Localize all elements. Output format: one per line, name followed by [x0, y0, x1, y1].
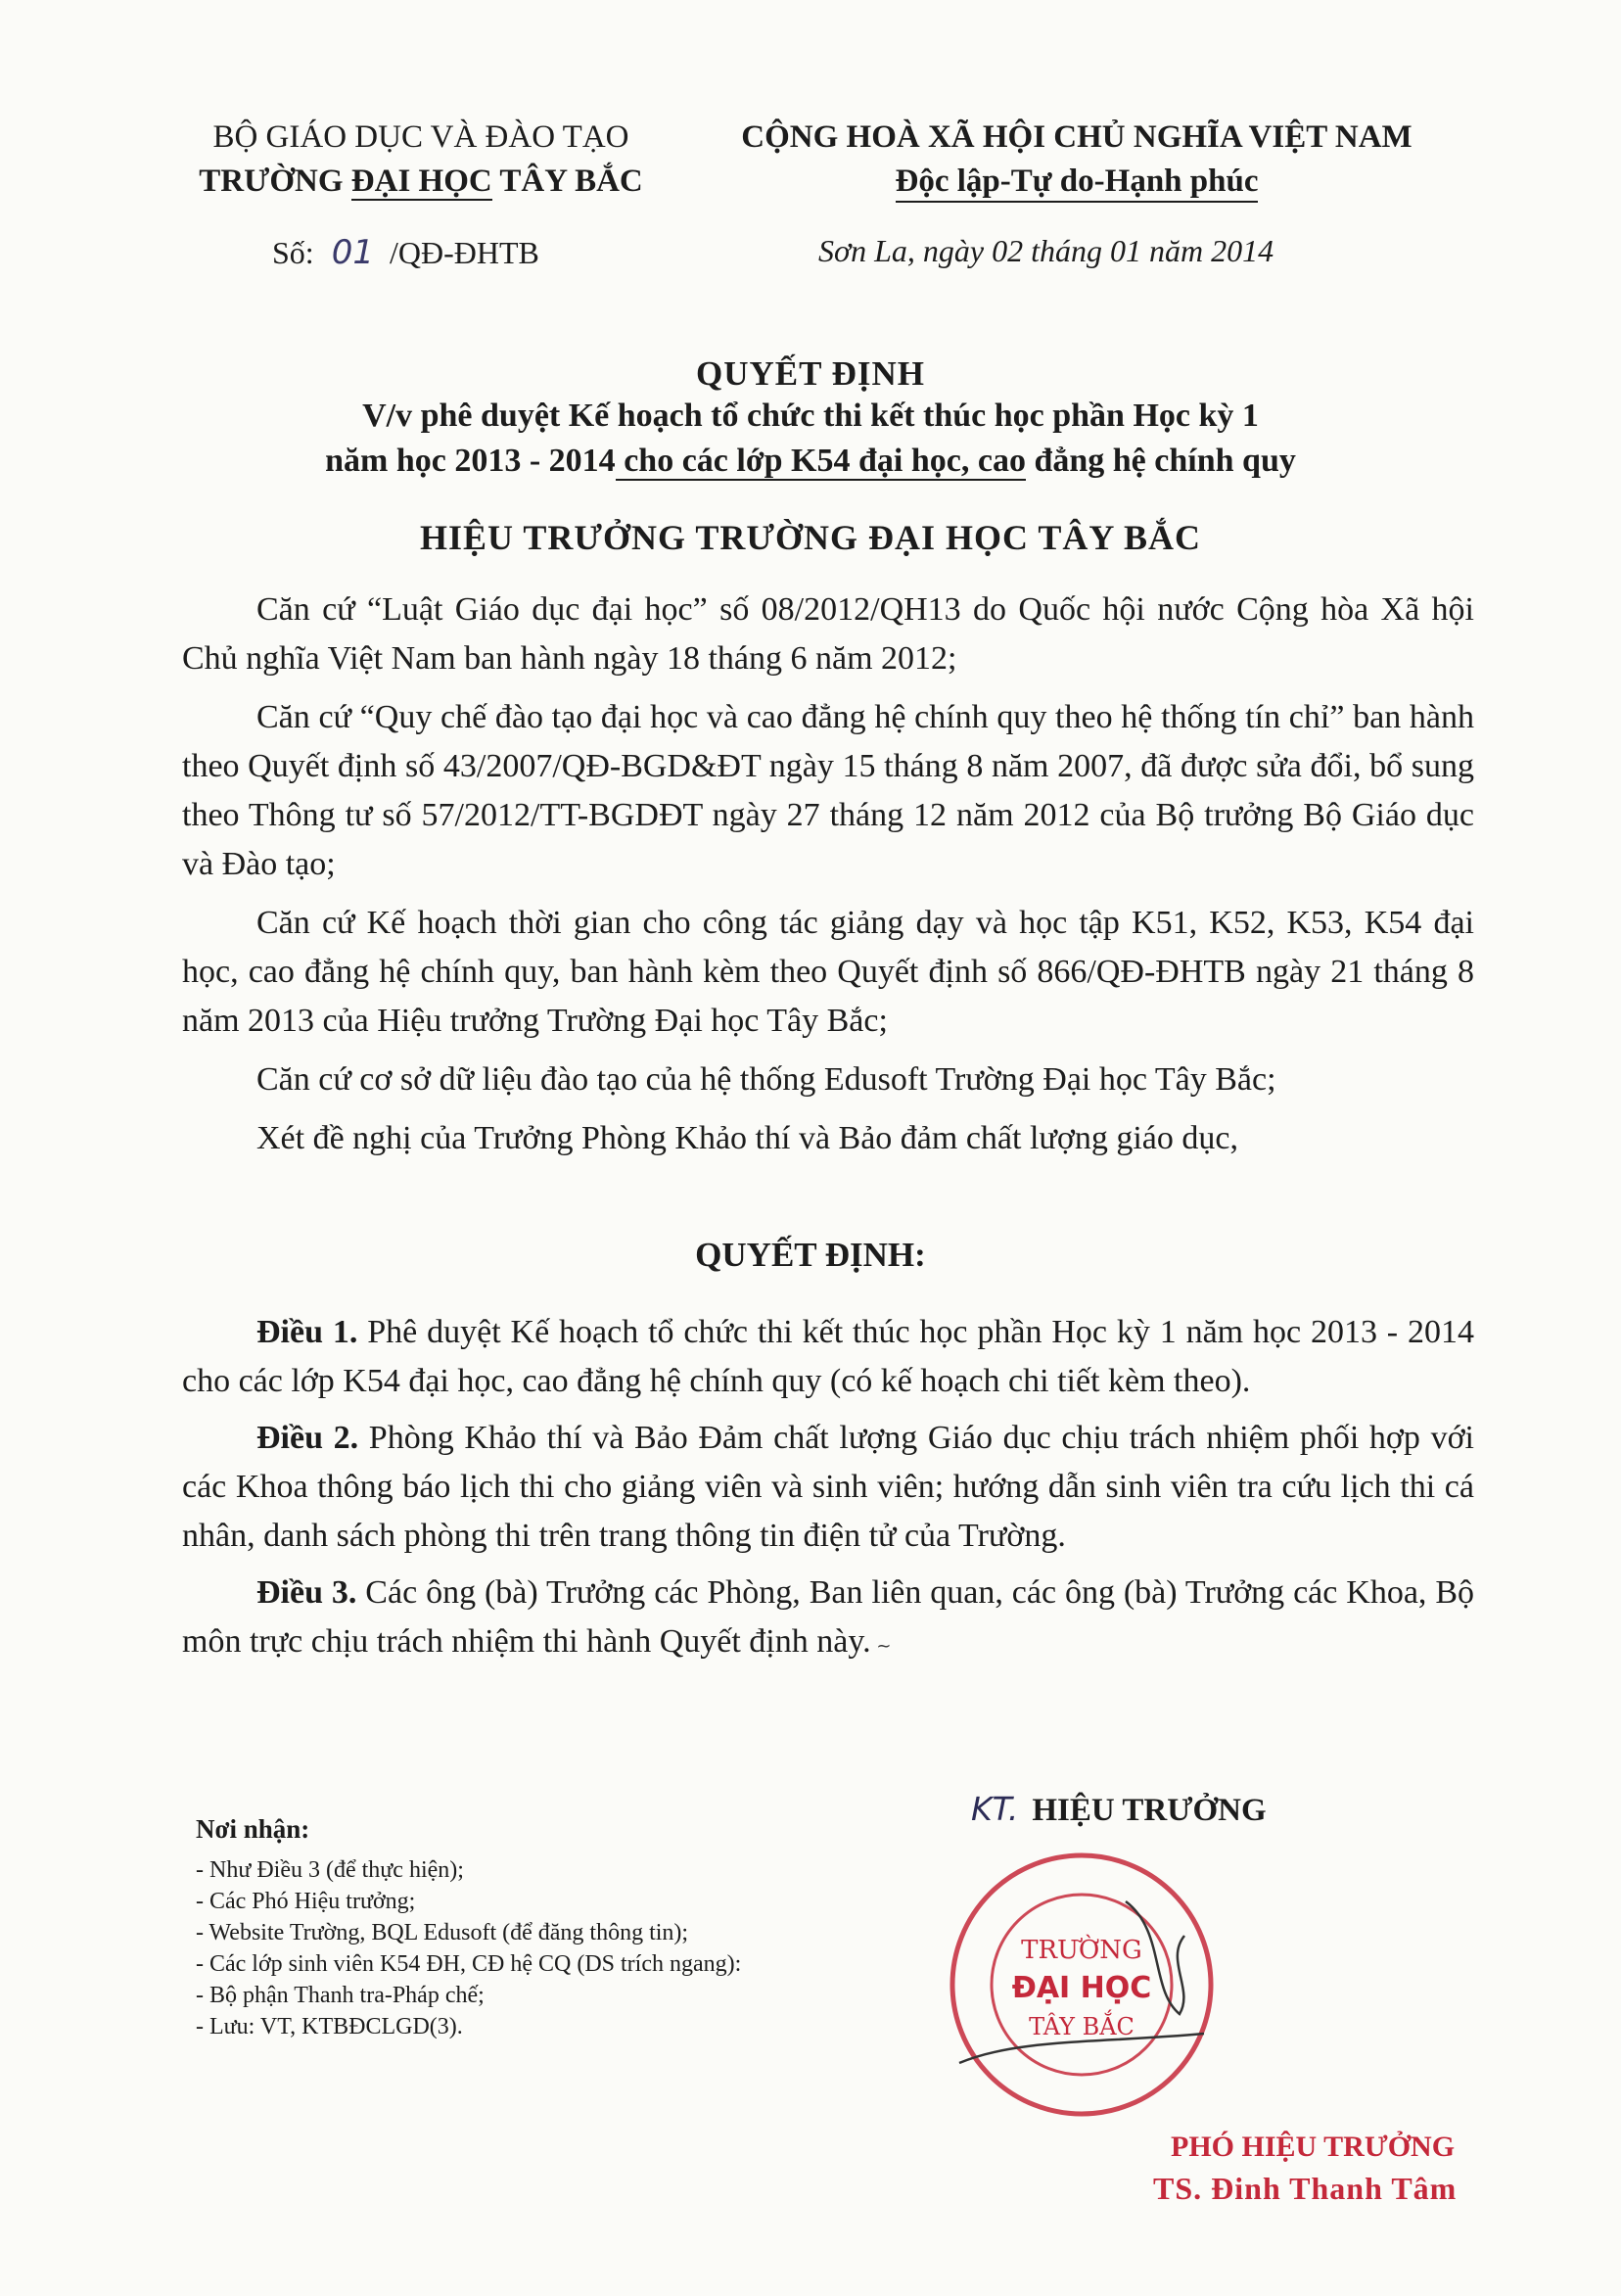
- articles: [182, 1308, 1474, 1679]
- recipient-item: - Như Điều 3 (để thực hiện);: [196, 1857, 464, 1883]
- basis-paragraph: Căn cứ Kế hoạch thời gian cho công tác giảng dạy và học tập K51, K52, K53, K54 đại học, cao đẳng hệ chính quy, ban hành kèm theo Quyết định số 866/QĐ-ĐHTB ngày 21 tháng 8 năm 2013 của Hiệu trưởng Trường Đại học Tây Bắc;: [182, 905, 1474, 1039]
- recipient-item: - Bộ phận Thanh tra-Pháp chế;: [196, 1983, 485, 2008]
- initial-mark: ~: [870, 1636, 892, 1657]
- signer-role: PHÓ HIỆU TRƯỞNG: [1171, 2131, 1456, 2163]
- recipient-item: - Website Trường, BQL Edusoft (để đăng thông tin);: [196, 1920, 689, 1945]
- ministry-name: BỘ GIÁO DỤC VÀ ĐÀO TẠO: [212, 119, 629, 155]
- recipients-block: [196, 1813, 741, 2042]
- basis-paragraph: Căn cứ cơ sở dữ liệu đào tạo của hệ thống Edusoft Trường Đại học Tây Bắc;: [256, 1061, 1276, 1098]
- official-stamp: [940, 1843, 1224, 2127]
- recipients-heading: Nơi nhận:: [196, 1814, 310, 1844]
- article-1: Điều 1. Phê duyệt Kế hoạch tổ chức thi kết thúc học phần Học kỳ 1 năm học 2013 - 2014 cho các lớp K54 đại học, cao đẳng hệ chính quy (có kế hoạch chi tiết kèm theo).: [182, 1314, 1474, 1399]
- basis-paragraph: Xét đề nghị của Trưởng Phòng Khảo thí và Bảo đảm chất lượng giáo dục,: [256, 1120, 1238, 1156]
- subject-line-1: V/v phê duyệt Kế hoạch tổ chức thi kết thúc học phần Học kỳ 1: [362, 398, 1259, 434]
- recipient-item: - Các lớp sinh viên K54 ĐH, CĐ hệ CQ (DS trích ngang):: [196, 1951, 742, 1977]
- subject-line-2: năm học 2013 - 2014 cho các lớp K54 đại học, cao đẳng hệ chính quy: [325, 443, 1296, 479]
- basis-paragraph: Căn cứ “Luật Giáo dục đại học” số 08/2012/QH13 do Quốc hội nước Cộng hòa Xã hội Chủ nghĩa Việt Nam ban hành ngày 18 tháng 6 năm 2012;: [182, 591, 1474, 677]
- decision-heading: QUYẾT ĐỊNH:: [695, 1236, 926, 1274]
- stamp-school: TRƯỜNG: [1021, 1936, 1142, 1965]
- kt-handwritten: KT.: [971, 1790, 1019, 1828]
- place-date: Sơn La, ngày 02 tháng 01 năm 2014: [818, 233, 1274, 268]
- school-name: TRƯỜNG ĐẠI HỌC TÂY BẮC: [199, 164, 643, 199]
- country-name: CỘNG HOÀ XÃ HỘI CHỦ NGHĨA VIỆT NAM: [741, 119, 1413, 155]
- recipient-item: - Các Phó Hiệu trưởng;: [196, 1889, 416, 1914]
- signature-title: KT. HIỆU TRƯỞNG: [971, 1790, 1267, 1828]
- article-3: Điều 3. Các ông (bà) Trưởng các Phòng, Ban liên quan, các ông (bà) Trưởng các Khoa, Bộ môn trực chịu trách nhiệm thi hành Quyết định này. ~: [182, 1574, 1474, 1660]
- stamp-name: ĐẠI HỌC: [1011, 1971, 1152, 2005]
- recipient-item: - Lưu: VT, KTBĐCLGD(3).: [196, 2014, 463, 2039]
- national-heading: [724, 116, 1429, 204]
- legal-bases: [182, 586, 1474, 1173]
- stamp-region: TÂY BẮC: [1029, 2013, 1135, 2040]
- issuer-block: [147, 116, 695, 204]
- article-2: Điều 2. Phòng Khảo thí và Bảo Đảm chất lượng Giáo dục chịu trách nhiệm phối hợp với các Khoa thông báo lịch thi cho giảng viên và sinh viên; hướng dẫn sinh viên tra cứu lịch thi cá nhân, danh sách phòng thi trên trang thông tin điện tử của Trường.: [182, 1420, 1474, 1554]
- issuing-authority: HIỆU TRƯỞNG TRƯỜNG ĐẠI HỌC TÂY BẮC: [419, 518, 1202, 557]
- basis-paragraph: Căn cứ “Quy chế đào tạo đại học và cao đẳng hệ chính quy theo hệ thống tín chỉ” ban hành theo Quyết định số 43/2007/QĐ-BGD&ĐT ngày 15 tháng 8 năm 2007, đã được sửa đổi, bổ sung theo Thông tư số 57/2012/TT-BGDĐT ngày 27 tháng 12 năm 2012 của Bộ trưởng Bộ Giáo dục và Đào tạo;: [182, 699, 1474, 882]
- national-motto: Độc lập-Tự do-Hạnh phúc: [896, 162, 1259, 203]
- signer-name: TS. Đinh Thanh Tâm: [1153, 2171, 1458, 2206]
- document-type: QUYẾT ĐỊNH: [696, 354, 925, 393]
- document-number: Số: 01 /QĐ-ĐHTB: [272, 233, 539, 272]
- handwritten-number: 01: [331, 233, 374, 272]
